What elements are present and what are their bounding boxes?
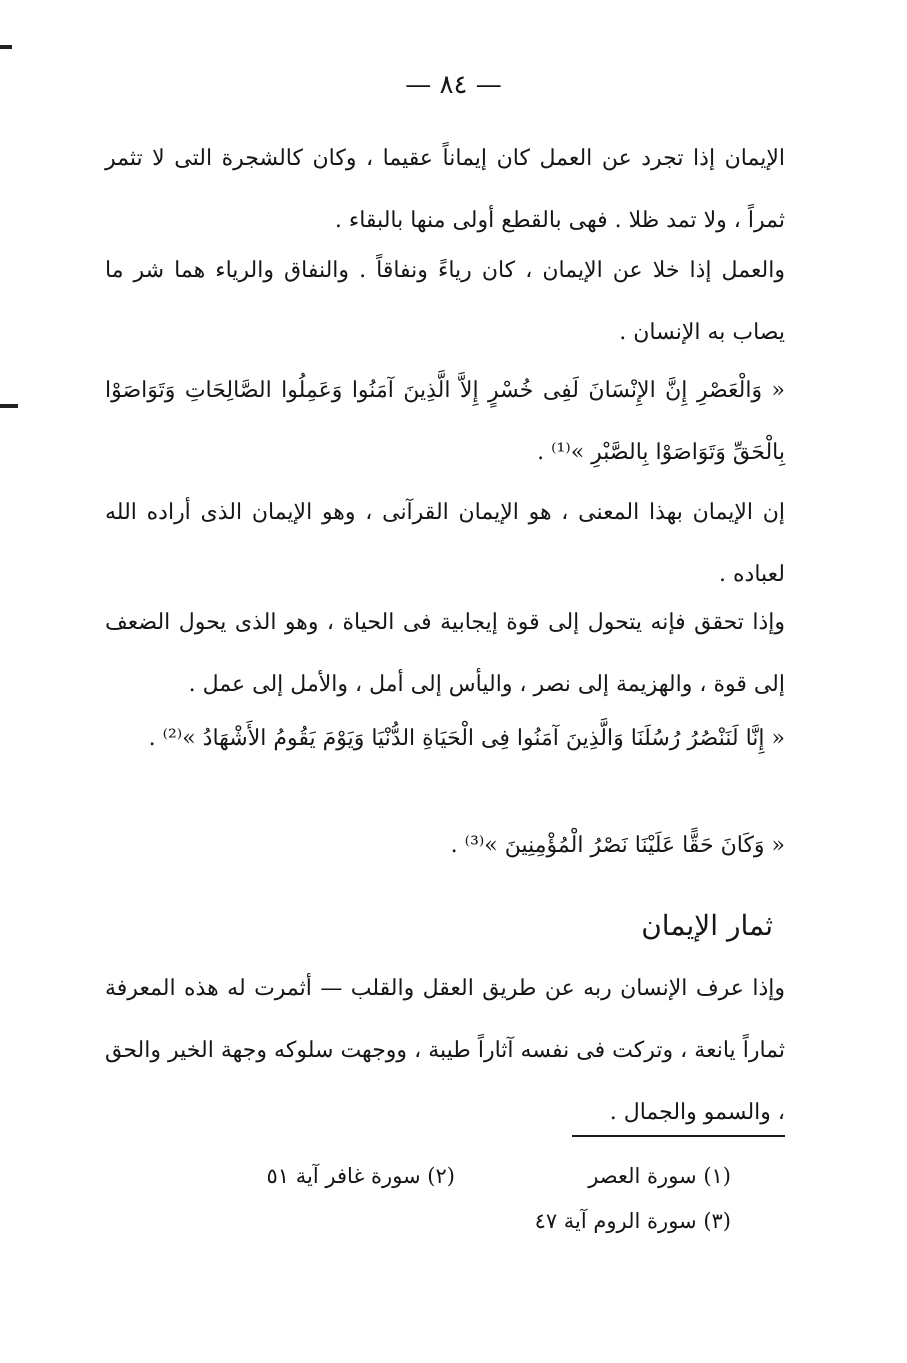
quran-quote: « إِنَّا لَنَنْصُرُ رُسُلَنَا وَالَّذِينَ آمَنُوا فِى الْحَيَاةِ الدُّنْيَا وَيَوْمَ يَقُومُ الأَشْهَادُ »⁽²⁾ . bbox=[148, 726, 785, 751]
margin-mark bbox=[0, 404, 18, 408]
footnote: (٢) سورة غافر آية ٥١ bbox=[266, 1164, 455, 1188]
paragraph: الإيمان إذا تجرد عن العمل كان إيماناً عقيما ، وكان كالشجرة التى لا تثمر ثمراً ، ولا تمد ظلا . فهى بالقطع أولى منها بالبقاء . bbox=[105, 146, 785, 233]
page-number: — ٨٤ — bbox=[405, 70, 502, 100]
footnote: (٣) سورة الروم آية ٤٧ bbox=[534, 1209, 731, 1233]
paragraph: وإذا عرف الإنسان ربه عن طريق العقل والقلب — أثمرت له هذه المعرفة ثماراً يانعة ، وتركت فى نفسه آثاراً طيبة ، ووجهت سلوكه وجهة الخير والحق ، والسمو والجمال . bbox=[105, 976, 785, 1125]
margin-mark bbox=[0, 45, 12, 49]
footnote: (١) سورة العصر bbox=[588, 1164, 731, 1188]
paragraph: والعمل إذا خلا عن الإيمان ، كان رياءً ونفاقاً . والنفاق والرياء هما شر ما يصاب به الإنسان . bbox=[105, 258, 785, 345]
footnote-divider bbox=[572, 1135, 785, 1137]
quran-quote: « وَكَانَ حَقًّا عَلَيْنَا نَصْرُ الْمُؤْمِنِينَ »⁽³⁾ . bbox=[450, 833, 785, 858]
paragraph: إن الإيمان بهذا المعنى ، هو الإيمان القرآنى ، وهو الإيمان الذى أراده الله لعباده . bbox=[105, 500, 785, 587]
quran-quote: « وَالْعَصْرِ إِنَّ الإِنْسَانَ لَفِى خُسْرٍ إِلاَّ الَّذِينَ آمَنُوا وَعَمِلُوا الصَّالِحَاتِ وَتَوَاصَوْا بِالْحَقِّ وَتَوَاصَوْا بِالصَّبْرِ »⁽¹⁾ . bbox=[105, 378, 785, 465]
paragraph: وإذا تحقق فإنه يتحول إلى قوة إيجابية فى الحياة ، وهو الذى يحول الضعف إلى قوة ، والهزيمة إلى نصر ، واليأس إلى أمل ، والأمل إلى عمل . bbox=[105, 610, 785, 697]
section-heading: ثمار الإيمان bbox=[641, 909, 773, 942]
